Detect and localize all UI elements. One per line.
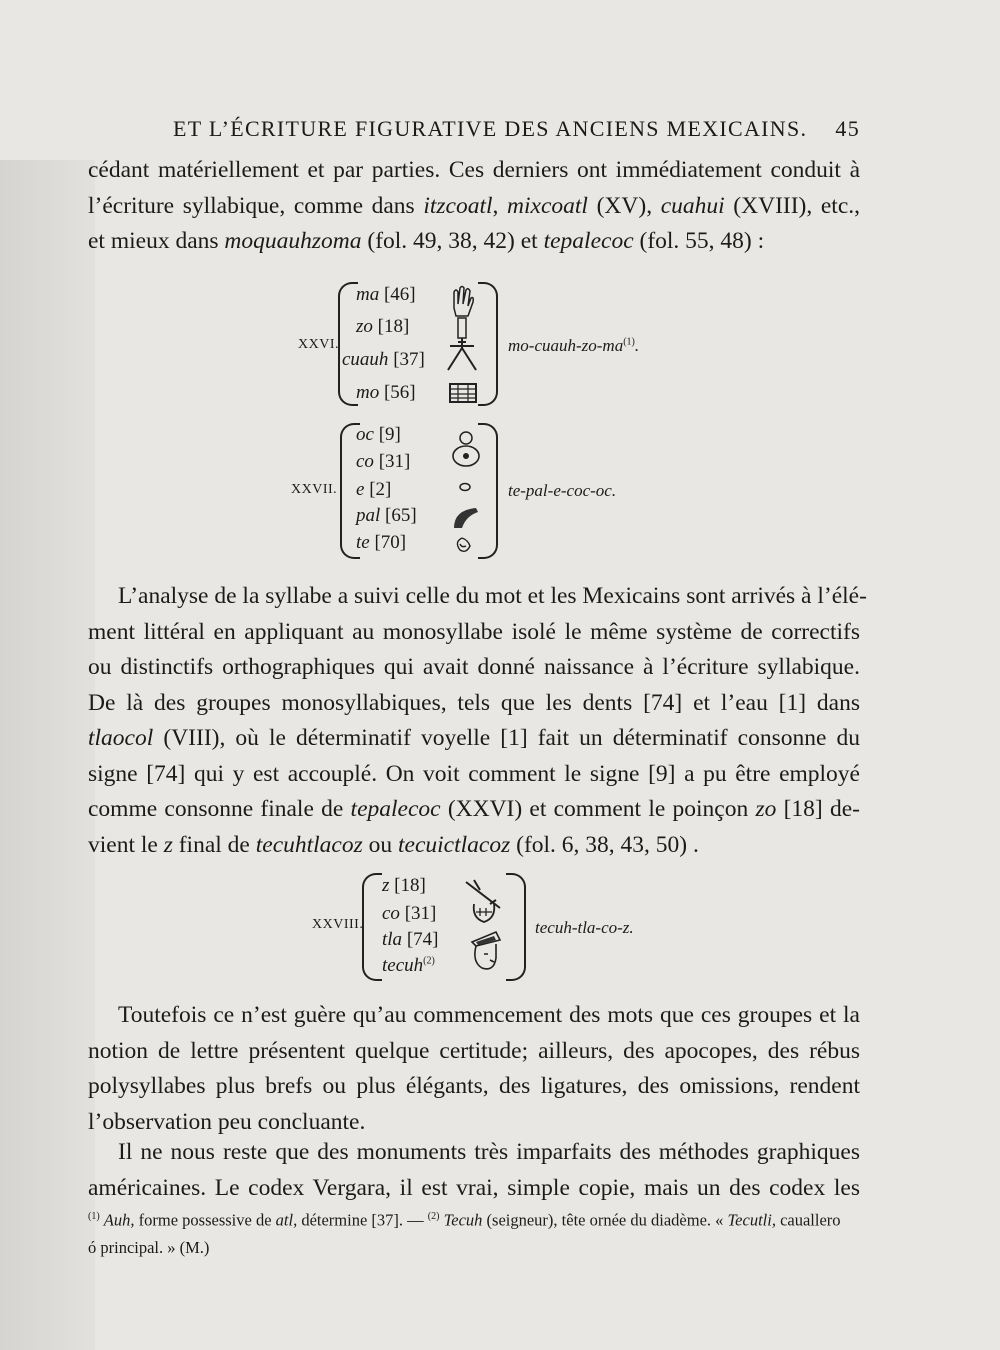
glyph-row [356,382,416,404]
text-run: [18] de- [776,796,860,822]
paragraph-1 [88,153,860,260]
text-line [88,153,860,189]
glyph-row [356,532,406,554]
text-run: ou [362,831,399,858]
text-line: L’analyse de la syllabe a suivi celle du mot et les Mexicains sont arrivés à l’élé- [118,583,867,609]
syllable: tecuh [382,955,424,976]
sign-number: [2] [369,479,392,500]
hand-glyph [454,287,473,317]
sign-number: [37] [393,349,425,370]
glyph-row [382,875,426,897]
syllable: ma [356,284,380,305]
glyph-row [342,349,425,371]
text-run: forme possessive de [134,1210,276,1230]
running-title: ET L’ÉCRITURE FIGURATIVE DES ANCIENS MEXICAINS. [173,116,808,141]
result-text: mo-cuauh-zo-ma [508,336,624,355]
note-ref: (1) [623,336,635,348]
sign-number: [46] [383,284,416,305]
syllable: e [356,479,365,500]
glyph-row [382,929,438,951]
syllable: cuauh [342,349,389,370]
text-run: (XXVI) et comment le poinçon [440,796,756,822]
reading-result: $mo-cuauh-zo-ma^{(1)}$. [508,336,640,355]
sign-number: [74] [406,929,439,950]
eagle-glyph [448,338,476,370]
italic-word: itzcoatl [423,192,493,219]
footnote-line [88,1203,863,1234]
text-run: cauallero [775,1210,841,1230]
glyph-row [356,479,391,501]
italic-word: mixcoatl [507,192,588,219]
syllable: zo [356,316,373,337]
text-line: ou distinctifs orthographiques qui avait donné naissance à l’écriture syllabique. [88,654,860,680]
text-run: (fol. 49, 38, 42) et [361,228,544,254]
italic-word: tecuhtlacoz [255,831,363,858]
text-line: notion de lettre présentent quelque certitude; ailleurs, des apocopes, des rébus [88,1037,860,1064]
glyph-row [356,505,417,527]
syllable: co [382,903,400,924]
text-line: l’observation peu concluante. [88,1108,366,1135]
text-run: , [492,192,508,219]
mo-cuauh-zo-ma-glyphs [440,284,484,409]
note-ref: (2) [427,1211,440,1222]
text-line: signe [74] qui y est accouplé. On voit comment le signe [9] a pu être employé [88,760,860,787]
reading-result: te-pal-e-coc-oc. [508,481,617,500]
te-pal-e-coc-oc-glyphs [448,430,488,555]
italic-word: Auh, [103,1210,135,1230]
text-run: détermine [37]. — [297,1210,428,1230]
pot-glyph [460,432,472,444]
text-run: (XVIII), etc., [724,192,861,219]
table-label: XXVI. [298,337,339,352]
diadem-head-glyph [472,932,500,969]
stone-glyph [457,538,470,551]
glyph-row [356,316,409,338]
note-ref: (2) [423,955,435,967]
italic-word: tepalecoc [543,228,634,254]
glyph-row [382,955,435,977]
footnote-line: ó principal. » (M.) [88,1237,210,1257]
syllable: te [356,532,370,553]
sign-number: [18] [377,316,410,337]
teeth-glyph [476,908,492,916]
text-run: l’écriture syllabique, comme dans [88,192,424,219]
text-line [88,828,860,864]
italic-word: Tecuh [439,1210,483,1230]
italic-word: tlaocol [88,725,154,751]
sign-number: [56] [383,382,416,403]
text-line: De là des groupes monosyllabiques, tels que les dents [74] et l’eau [1] dans [88,689,860,716]
paragraph-2 [88,579,867,863]
syllable: z [382,875,390,896]
left-brace [362,873,382,981]
sign-number: [65] [385,505,417,526]
left-brace [338,282,358,406]
text-run: comme consonne finale de [88,796,351,822]
sign-number: [31] [404,903,437,924]
tecuh-tla-co-z-glyphs [460,878,512,976]
glyph-row [356,424,401,446]
text-run: (VIII), où le déterminatif voyelle [1] fait un déterminatif consonne du [153,725,860,751]
glyph-row [356,451,410,473]
sign-number: [18] [394,875,426,896]
syllable: pal [356,505,381,526]
italic-word: tecuictlacoz [398,831,511,858]
italic-word: atl, [275,1210,298,1230]
italic-word: Tecutli, [727,1210,776,1230]
sign-number: [70] [374,532,407,553]
text-run: et mieux dans [88,228,225,254]
italic-word: tepalecoc [350,796,441,822]
syllable: tla [382,929,403,950]
footnotes [88,1203,863,1261]
text-line: Il ne nous reste que des monuments très imparfaits des méthodes graphiques [118,1139,860,1165]
glyph-row [356,284,416,306]
text-run: (XV), [587,192,661,219]
text-run: vient le [88,831,164,858]
italic-word: cuahui [660,192,725,219]
text-run: (fol. 6, 38, 43, 50) . [510,831,699,858]
sign-number: [31] [378,451,411,472]
text-line [88,189,860,225]
reading-result: tecuh-tla-co-z. [535,918,634,937]
table-label: XXVIII. [312,917,364,932]
text-line: ment littéral en appliquant au monosyllabe isolé le même système de correctifs [88,618,860,645]
text-run: cédant matériellement et par parties. Ces derniers ont immédiatement conduit à [88,157,860,183]
italic-word: moquauhzoma [224,228,362,254]
text-line [88,792,860,828]
awl-glyph [458,318,466,338]
text-line: américaines. Le codex Vergara, il est vrai, simple copie, mais un des codex les [88,1174,860,1201]
italic-word: zo [755,796,777,822]
text-run: (fol. 55, 48) : [633,228,765,254]
text-line [88,224,860,260]
table-label: XXVII. [291,482,338,497]
italic-word: z [163,831,173,858]
text-line [88,721,860,757]
text-run: (seigneur), tête ornée du diadème. « [482,1210,728,1230]
page-number: 45 [835,116,860,141]
paragraph-3 [88,998,860,1140]
text-run: final de [172,831,256,858]
stone-glyph [450,384,476,402]
bean-glyph [460,484,470,491]
syllable: mo [356,382,380,403]
note-ref: (1) [88,1211,100,1222]
awl-glyph [466,880,500,908]
glyph-row [382,903,436,925]
syllable: co [356,451,374,472]
pot-glyph [474,904,495,922]
sign-number: [9] [378,424,401,445]
syllable: oc [356,424,374,445]
color-glyph [454,508,478,528]
text-line: Toutefois ce n’est guère qu’au commencement des mots que ces groupes et la [118,1002,860,1028]
paragraph-4 [88,1135,860,1206]
text-line: polysyllabes plus brefs ou plus élégants, des ligatures, des omissions, rendent [88,1073,860,1099]
